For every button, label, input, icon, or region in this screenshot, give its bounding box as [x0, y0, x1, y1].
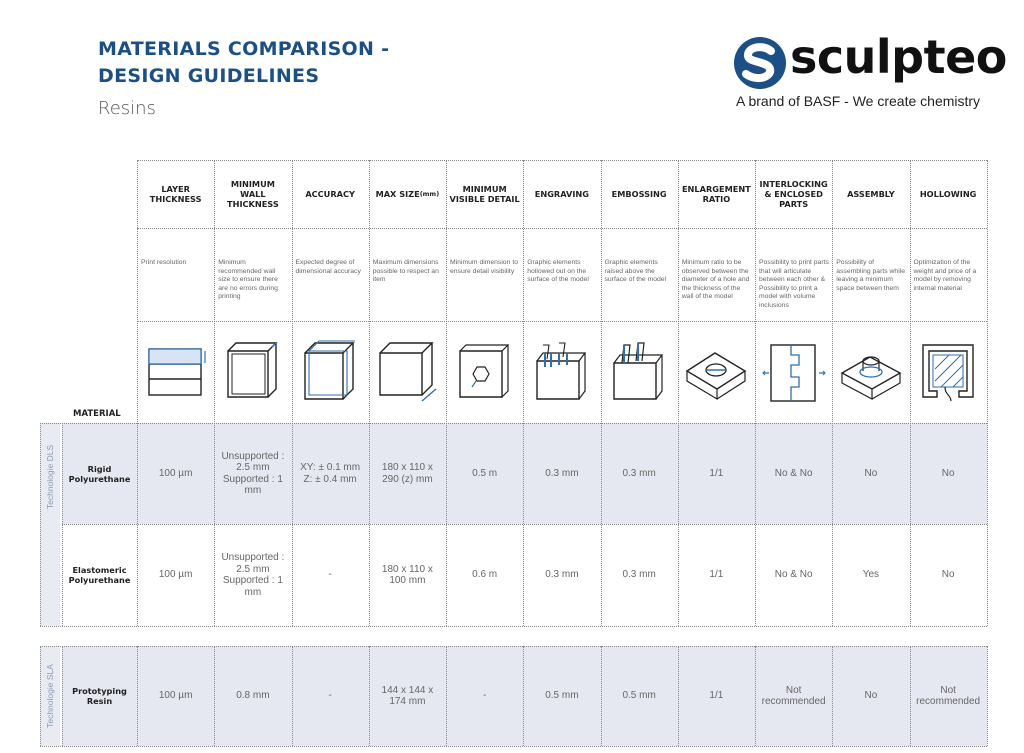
table-cell: 0.3 mm	[545, 569, 579, 581]
grid-line	[832, 646, 833, 746]
table-cell: 0.5 mm	[523, 646, 600, 746]
column-description: Minimum dimension to ensure detail visibility	[450, 259, 518, 275]
table-cell: 0.6 m	[472, 569, 498, 581]
column-header	[214, 160, 291, 228]
column-header-label: MINIMUM WALL THICKNESS	[227, 179, 279, 209]
table-cell: XY: ± 0.1 mm Z: ± 0.4 mm	[292, 423, 369, 524]
accuracy-icon	[297, 339, 363, 405]
table-cell: No	[832, 646, 909, 746]
column-illustration	[832, 321, 909, 423]
table-cell: No & No	[755, 423, 832, 524]
technology-band	[40, 423, 60, 626]
grid-line	[40, 646, 41, 746]
grid-line	[678, 646, 679, 746]
column-header	[369, 160, 446, 228]
grid-line	[987, 160, 988, 626]
grid-line	[678, 160, 679, 626]
hollowing-icon	[915, 339, 981, 405]
grid-line	[446, 160, 447, 626]
grid-line	[137, 160, 987, 161]
grid-line	[832, 160, 833, 626]
grid-line	[292, 646, 293, 746]
table-cell: No	[941, 569, 955, 581]
column-description: Optimization of the weight and price of a model by removing internal material	[913, 259, 977, 292]
table-cell: Not recommended	[910, 646, 987, 746]
wall-thickness-icon	[220, 339, 286, 405]
table-cell: 0.3 mm	[601, 423, 678, 524]
column-illustration	[910, 321, 987, 423]
grid-line	[40, 646, 987, 647]
column-description: Minimum ratio to be observed between the diameter of a hole and the thickness of the wall of the model	[681, 259, 750, 301]
column-illustration	[369, 321, 446, 423]
column-illustration	[601, 321, 678, 423]
grid-line	[910, 646, 911, 746]
column-header-unit: (mm)	[419, 190, 440, 198]
title-line-2: DESIGN GUIDELINES	[98, 65, 320, 87]
column-header-label: MAX SIZE	[375, 189, 420, 199]
grid-line	[987, 646, 988, 746]
table-cell: Unsupported : 2.5 mm Supported : 1 mm	[221, 552, 285, 598]
grid-line	[137, 646, 138, 746]
table-cell: 0.3 mm	[622, 569, 656, 581]
table-cell: 100 µm	[158, 569, 193, 581]
technology-band	[40, 646, 60, 746]
technology-label: Technologie SLA	[45, 664, 56, 728]
column-header	[292, 160, 369, 228]
table-cell: 180 x 110 x 100 mm	[381, 563, 433, 586]
column-header	[601, 160, 678, 228]
grid-line	[601, 160, 602, 626]
table-cell: 1/1	[678, 423, 755, 524]
column-header-label: MINIMUM VISIBLE DETAIL	[449, 184, 520, 204]
table-cell: No	[832, 423, 909, 524]
column-header-label: EMBOSSING	[611, 189, 667, 199]
grid-line	[40, 626, 987, 627]
sculpteo-logo-icon	[733, 36, 787, 90]
table-cell: 0.5 mm	[601, 646, 678, 746]
grid-line	[40, 746, 987, 747]
brand-name: sculpteo	[790, 30, 1007, 84]
material-name: Rigid Polyurethane	[62, 423, 137, 524]
grid-line	[523, 160, 524, 626]
table-cell: 180 x 110 x 290 (z) mm	[369, 423, 446, 524]
title-line-1: MATERIALS COMPARISON -	[98, 38, 390, 60]
column-header	[678, 160, 755, 228]
column-header-label: ACCURACY	[305, 189, 355, 199]
table-cell: 100 µm	[137, 646, 214, 746]
column-illustration	[678, 321, 755, 423]
table-cell: No & No	[774, 569, 813, 581]
enlargement-ratio-icon	[683, 339, 749, 405]
column-header-label: ASSEMBLY	[847, 189, 895, 199]
table-cell: -	[446, 646, 523, 746]
visible-detail-icon	[452, 339, 518, 405]
grid-line	[910, 160, 911, 626]
grid-line	[601, 646, 602, 746]
column-header-label: INTERLOCKING & ENCLOSED PARTS	[759, 179, 828, 209]
interlocking-icon	[761, 339, 827, 405]
grid-line	[446, 646, 447, 746]
table-cell: Unsupported : 2.5 mm Supported : 1 mm	[214, 423, 291, 524]
column-description: Graphic elements raised above the surface of the model	[604, 259, 667, 284]
column-illustration	[137, 321, 214, 423]
column-header	[755, 160, 832, 228]
grid-line	[40, 423, 987, 424]
column-header-label: HOLLOWING	[919, 189, 977, 199]
embossing-icon	[606, 339, 672, 405]
grid-line	[292, 160, 293, 626]
material-name: Elastomeric Polyurethane	[68, 565, 131, 585]
table-cell: 100 µm	[137, 423, 214, 524]
assembly-icon	[838, 339, 904, 405]
page-title	[98, 36, 389, 90]
column-description: Graphic elements hollowed out on the surface of the model	[527, 259, 589, 284]
column-description: Possibility to print parts that will articulate between each other & Possibility to print a model with volume inclusions	[759, 259, 829, 309]
grid-line	[62, 646, 63, 746]
column-illustration	[292, 321, 369, 423]
page-subtitle: Resins	[98, 98, 156, 119]
table-cell: 0.3 mm	[523, 423, 600, 524]
grid-line	[755, 160, 756, 626]
column-description: Print resolution	[141, 259, 187, 266]
grid-line	[369, 646, 370, 746]
column-header-label: ENGRAVING	[534, 189, 589, 199]
column-description: Minimum recommended wall size to ensure there are no errors during printing	[218, 259, 278, 301]
grid-line	[62, 524, 987, 525]
column-illustration	[214, 321, 291, 423]
table-cell: 0.5 m	[446, 423, 523, 524]
column-header-label: LAYER THICKNESS	[149, 184, 202, 204]
grid-line	[214, 160, 215, 626]
column-illustration	[523, 321, 600, 423]
grid-line	[214, 646, 215, 746]
grid-line	[40, 423, 41, 626]
table-cell: 1/1	[709, 569, 724, 581]
sculpteo-logo	[730, 30, 1007, 114]
table-cell: -	[292, 646, 369, 746]
column-description: Expected degree of dimensional accuracy	[295, 259, 361, 275]
column-header-label: ENLARGEMENT RATIO	[681, 184, 751, 204]
table-cell: Yes	[862, 569, 880, 581]
max-size-icon	[374, 339, 440, 405]
grid-line	[137, 160, 138, 626]
table-cell: 0.8 mm	[214, 646, 291, 746]
material-name: Prototyping Resin	[62, 646, 137, 746]
grid-line	[369, 160, 370, 626]
grid-line	[137, 228, 987, 229]
column-header	[910, 160, 987, 228]
column-header	[523, 160, 600, 228]
grid-line	[137, 321, 987, 322]
engraving-icon	[529, 339, 595, 405]
column-illustration	[446, 321, 523, 423]
table-cell: 144 x 144 x 174 mm	[369, 646, 446, 746]
material-column-header: MATERIAL	[73, 409, 121, 419]
table-cell: 1/1	[678, 646, 755, 746]
column-header	[446, 160, 523, 228]
technology-label: Technologie DLS	[45, 444, 56, 510]
column-description: Maximum dimensions possible to respect an item	[372, 259, 439, 284]
layer-thickness-icon	[143, 339, 209, 405]
column-illustration	[755, 321, 832, 423]
table-cell: Not recommended	[755, 646, 832, 746]
table-cell: -	[328, 569, 332, 581]
grid-line	[755, 646, 756, 746]
column-header	[137, 160, 214, 228]
grid-line	[523, 646, 524, 746]
column-header	[832, 160, 909, 228]
column-description: Possibility of assembling parts while leaving a minimum space between them	[836, 259, 906, 292]
brand-tagline: A brand of BASF - We create chemistry	[736, 93, 981, 109]
table-cell: No	[910, 423, 987, 524]
